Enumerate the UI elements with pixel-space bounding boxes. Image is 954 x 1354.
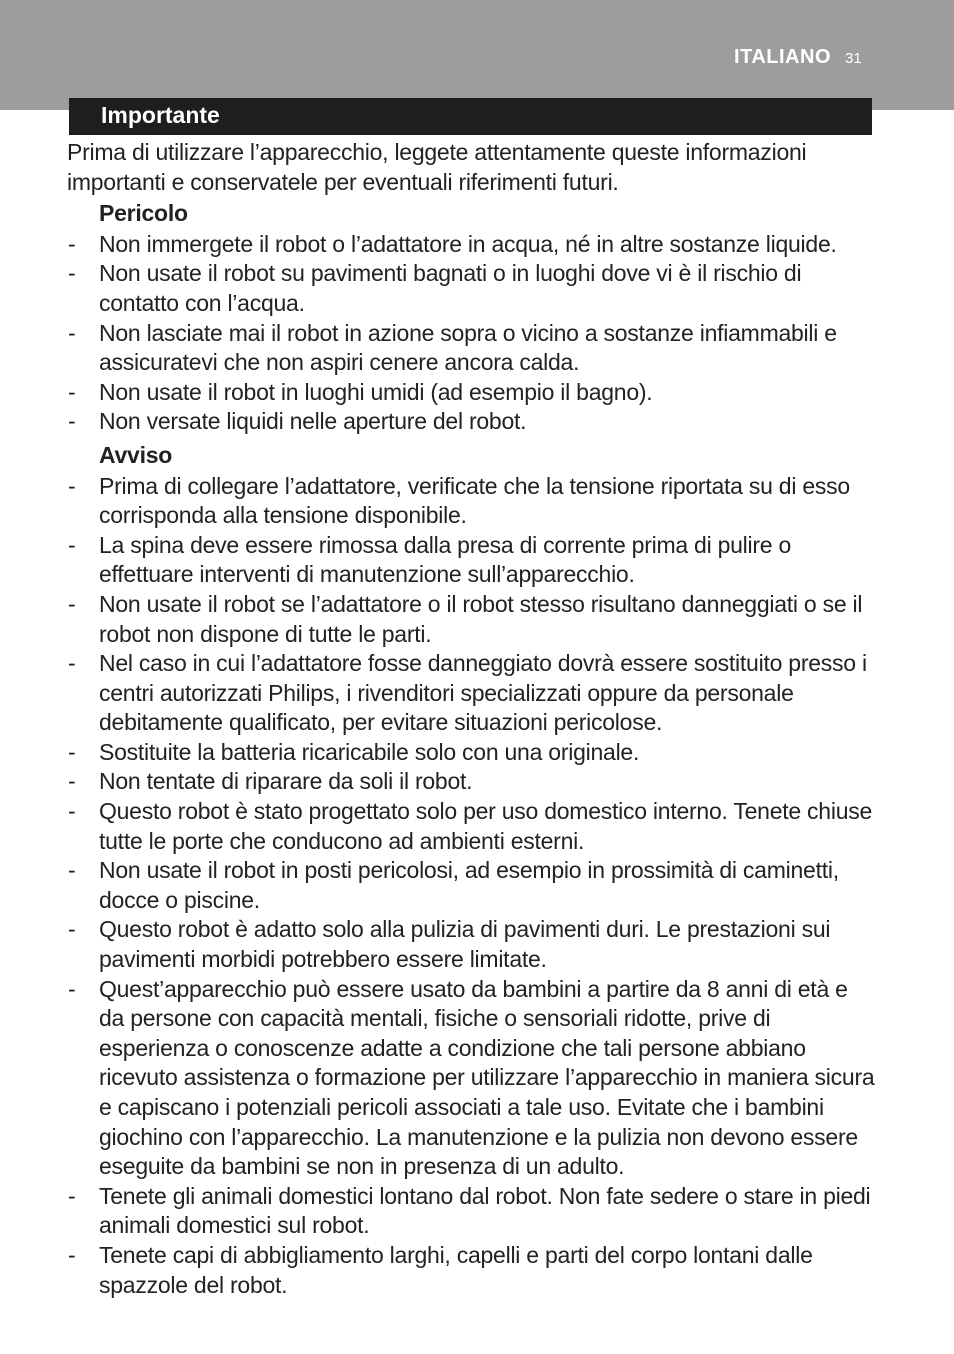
list-item: - Tenete capi di abbigliamento larghi, capelli e parti del corpo lontani dalle spazzole del robot. — [67, 1241, 877, 1300]
list-item: - Non tentate di riparare da soli il robot. — [67, 767, 877, 797]
list-item: - Non versate liquidi nelle aperture del robot. — [67, 407, 877, 437]
pericolo-heading: Pericolo — [99, 200, 188, 227]
avviso-heading: Avviso — [99, 441, 173, 468]
list-item: - Nel caso in cui l’adattatore fosse danneggiato dovrà essere sostituito presso i centri autorizzati Philips, i rivenditori specializzati oppure da personale debitamente qualificato, per evitare situazioni pericolose. — [67, 649, 877, 738]
page-content — [67, 138, 877, 1304]
list-item: - Quest’apparecchio può essere usato da bambini a partire da 8 anni di età e da persone con capacità mentali, fisiche o sensoriali ridotte, prive di esperienza o conoscenze adatte a condizione che tali persone abbiano ricevuto assistenza o formazione per utilizzare l’apparecchio in maniera sicura e capiscano i potenziali pericoli associati a tale uso. Evitate che i bambini giochino con l’apparecchio. La manutenzione e la pulizia non devono essere eseguite da bambini se non in presenza di un adulto. — [67, 975, 877, 1182]
list-item: - Non immergete il robot o l’adattatore in acqua, né in altre sostanze liquide. — [67, 230, 877, 260]
language-label: ITALIANO — [734, 46, 831, 68]
list-item: - Non usate il robot se l’adattatore o il robot stesso risultano danneggiati o se il robot non dispone di tutte le parti. — [67, 590, 877, 649]
list-item: - Non usate il robot in posti pericolosi, ad esempio in prossimità di caminetti, docce o piscine. — [67, 856, 877, 915]
list-item: - Non usate il robot in luoghi umidi (ad esempio il bagno). — [67, 378, 877, 408]
page-number: 31 — [845, 50, 862, 67]
list-item: - Non lasciate mai il robot in azione sopra o vicino a sostanze infiammabili e assicuratevi che non aspiri cenere ancora calda. — [67, 319, 877, 378]
pericolo-list — [67, 230, 877, 437]
section-title-bar — [69, 98, 872, 135]
list-item: - Sostituite la batteria ricaricabile solo con una originale. — [67, 738, 877, 768]
header-band — [0, 0, 954, 110]
list-item: - Questo robot è adatto solo alla pulizia di pavimenti duri. Le prestazioni sui pavimenti morbidi potrebbero essere limitate. — [67, 915, 877, 974]
list-item: - Prima di collegare l’adattatore, verificate che la tensione riportata su di esso corrisponda alla tensione disponibile. — [67, 472, 877, 531]
intro-paragraph: Prima di utilizzare l’apparecchio, leggete attentamente queste informazioni importanti e conservatele per eventuali riferimenti futuri. — [67, 139, 807, 195]
list-item: - Questo robot è stato progettato solo per uso domestico interno. Tenete chiuse tutte le porte che conducono ad ambienti esterni. — [67, 797, 877, 856]
list-item: - Non usate il robot su pavimenti bagnati o in luoghi dove vi è il rischio di contatto con l’acqua. — [67, 259, 877, 318]
avviso-list — [67, 472, 877, 1301]
list-item: - La spina deve essere rimossa dalla presa di corrente prima di pulire o effettuare interventi di manutenzione sull’apparecchio. — [67, 531, 877, 590]
list-item: - Tenete gli animali domestici lontano dal robot. Non fate sedere o stare in piedi animali domestici sul robot. — [67, 1182, 877, 1241]
section-title: Importante — [101, 102, 220, 128]
